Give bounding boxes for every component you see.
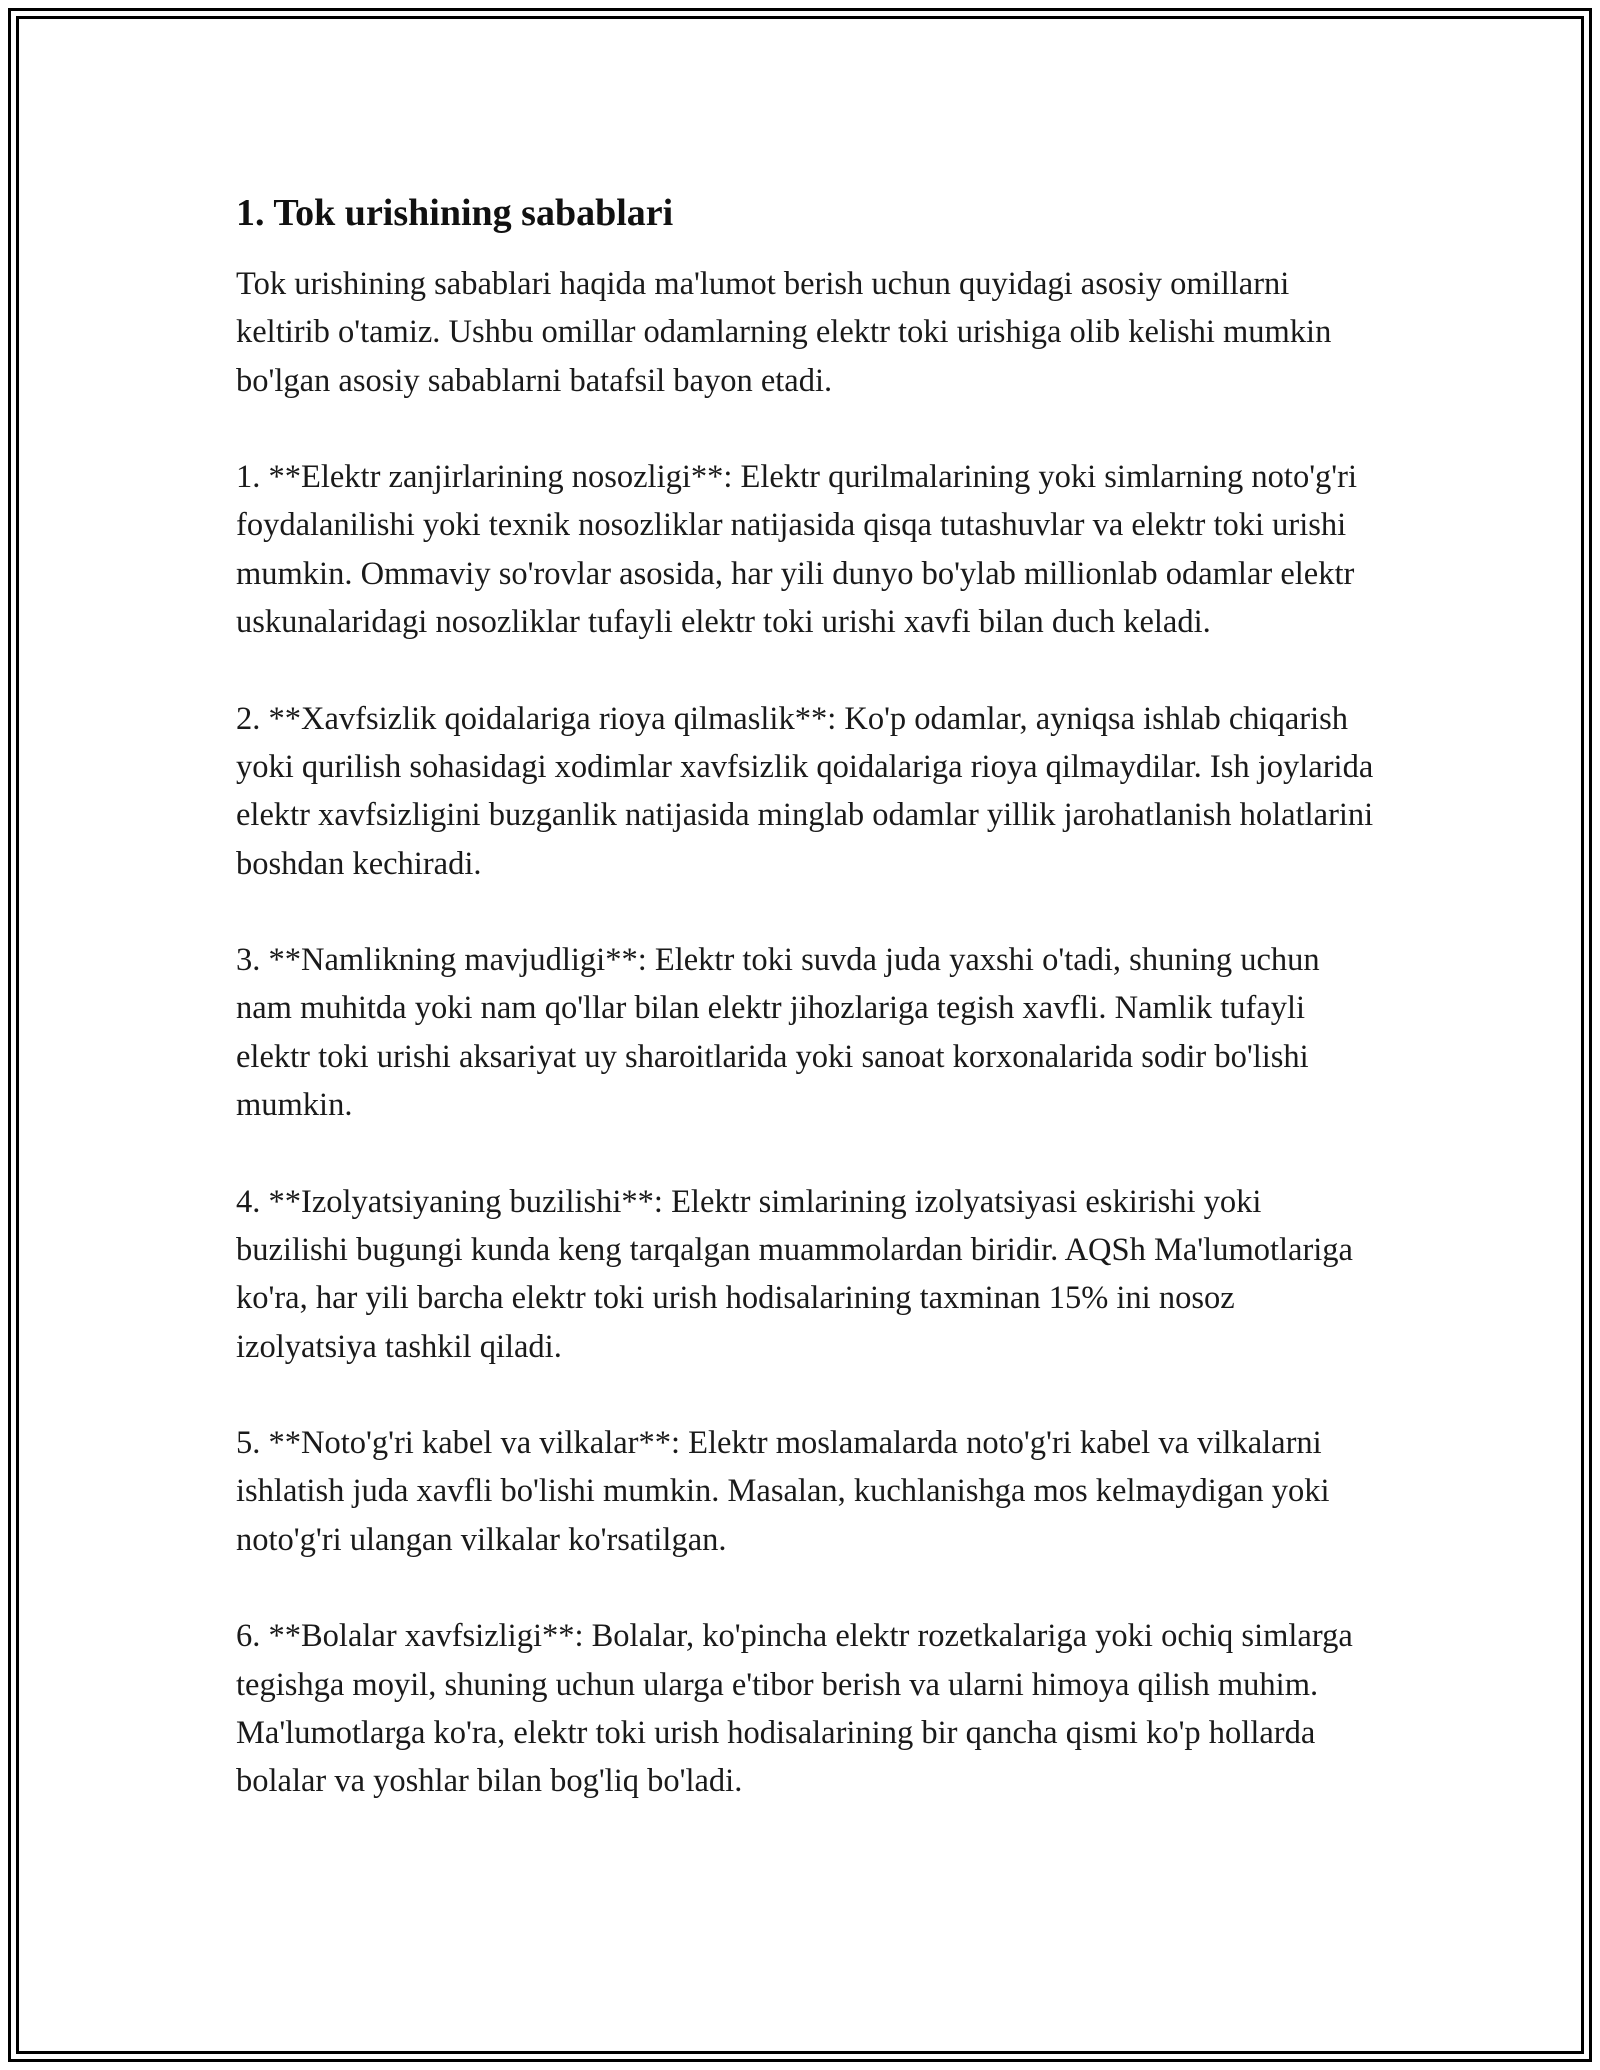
list-item: 6. **Bolalar xavfsizligi**: Bolalar, ko'pincha elektr rozetkalariga yoki ochiq simlarga tegishga moyil, shuning uchun ularga e'tibor berish va ularni himoya qilish muhim. Ma'lumotlarga ko'ra, elektr toki urish hodisalarining bir qancha qismi ko'p hollarda bolalar va yoshlar bilan bog'liq bo'ladi. bbox=[236, 1618, 1353, 1800]
list-item: 2. **Xavfsizlik qoidalariga rioya qilmaslik**: Ko'p odamlar, ayniqsa ishlab chiqarish yoki qurilish sohasidagi xodimlar xavfsizlik qoidalariga rioya qilmaydilar. Ish joylarida elektr xavfsizligini buzganlik natijasida minglab odamlar yillik jarohatlanish holatlarini boshdan kechiradi. bbox=[236, 700, 1374, 882]
list-item: 4. **Izolyatsiyaning buzilishi**: Elektr simlarining izolyatsiyasi eskirishi yoki buzilishi bugungi kunda keng tarqalgan muammolardan biridir. AQSh Ma'lumotlariga ko'ra, har yili barcha elektr toki urish hodisalarining taxminan 15% ini nosoz izolyatsiya tashkil qiladi. bbox=[236, 1183, 1353, 1365]
list-item: 1. **Elektr zanjirlarining nosozligi**: Elektr qurilmalarining yoki simlarning noto'g'ri foydalanilishi yoki texnik nosozliklar natijasida qisqa tutashuvlar va elektr toki urishi mumkin. Ommaviy so'rovlar asosida, har yili dunyo bo'ylab millionlab odamlar elektr uskunalaridagi nosozliklar tufayli elektr toki urishi xavfi bilan duch keladi. bbox=[236, 459, 1358, 641]
intro-paragraph: Tok urishining sabablari haqida ma'lumot berish uchun quyidagi asosiy omillarni keltirib o'tamiz. Ushbu omillar odamlarning elektr toki urishiga olib kelishi mumkin bo'lgan asosiy sabablarni batafsil bayon etadi. bbox=[236, 266, 1332, 399]
document-body bbox=[236, 188, 1376, 1806]
list-item: 3. **Namlikning mavjudligi**: Elektr toki suvda juda yaxshi o'tadi, shuning uchun nam muhitda yoki nam qo'llar bilan elektr jihozlariga tegish xavfli. Namlik tufayli elektr toki urishi aksariyat uy sharoitlarida yoki sanoat korxonalarida sodir bo'lishi mumkin. bbox=[236, 942, 1320, 1124]
list-item: 5. **Noto'g'ri kabel va vilkalar**: Elektr moslamalarda noto'g'ri kabel va vilkalarni ishlatish juda xavfli bo'lishi mumkin. Masalan, kuchlanishga mos kelmaydigan yoki noto'g'ri ulangan vilkalar ko'rsatilgan. bbox=[236, 1425, 1330, 1558]
section-heading: 1. Tok urishining sabablari bbox=[236, 192, 674, 234]
